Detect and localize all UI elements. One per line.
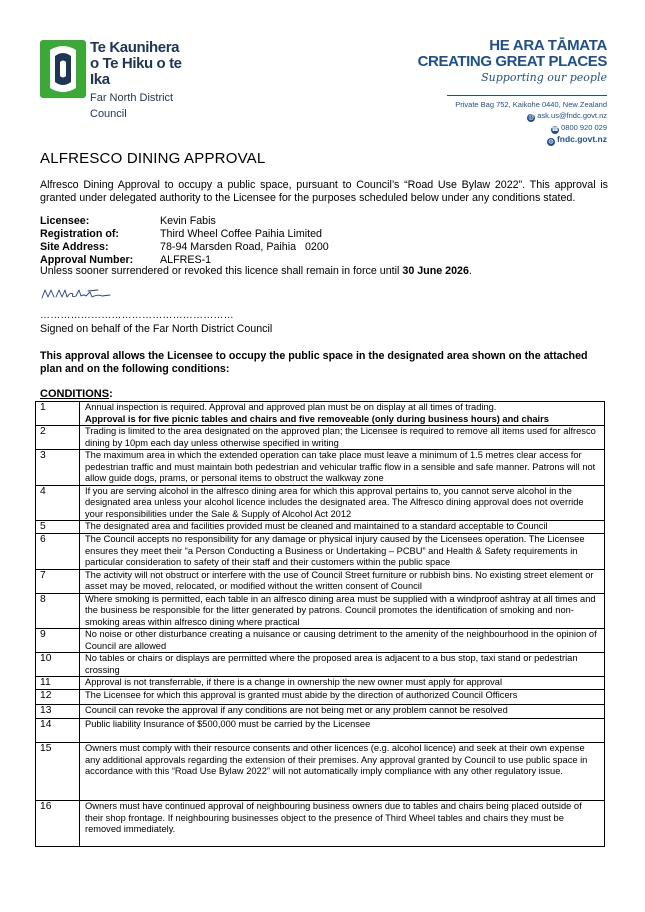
condition-text: Annual inspection is required. Approval and approved plan must be on display at all times of trading. — [85, 402, 497, 412]
condition-number: 11 — [36, 677, 80, 690]
condition-text-cell — [80, 653, 605, 677]
page-title: ALFRESCO DINING APPROVAL — [40, 150, 266, 167]
conditions-heading-text: CONDITIONS — [40, 388, 110, 400]
validity-end: . — [468, 265, 472, 277]
validity-statement — [40, 265, 472, 278]
email-row[interactable] — [455, 110, 607, 122]
condition-text: The Council accepts no responsibility for any damage or physical injury caused by the Licensees operation. The Licensee ensures they meet their “a Person Conducting a Business or Undertaking – PCBU” and Health & Safety requirements in particular consideration to safety of their staff and their customers within the public space — [85, 534, 585, 567]
council-logo-mark-icon — [40, 40, 86, 98]
condition-text-cell — [80, 801, 605, 847]
globe-icon: ◍ — [548, 139, 554, 145]
signed-behalf-text: Signed on behalf of the Far North District Council — [40, 323, 273, 335]
registration-row — [40, 228, 329, 241]
condition-text: If you are serving alcohol in the alfresco dining area for which this approval pertains to, you cannot serve alcohol in the designated area unless your alcohol licence includes the designated area. The Alfresco dining approval does not override your responsibilities under the Sale & Supply of Alcohol Act 2012 — [85, 485, 584, 519]
condition-text: Trading is limited to the area designated on the approved plan; the Licensee is required to remove all items used for alfresco dining by 10pm each day unless otherwise specified in writing — [85, 426, 596, 448]
condition-row — [36, 534, 605, 570]
condition-text-cell — [80, 521, 605, 534]
condition-text-cell — [80, 534, 605, 570]
condition-text-cell — [80, 690, 605, 705]
condition-text: The designated area and facilities provided must be cleaned and maintained to a standard acceptable to Council — [85, 521, 548, 531]
email-icon: @ — [528, 115, 535, 121]
condition-bold-text: Approval is for five picnic tables and chairs and five removeable (only during business hours) and chairs — [85, 413, 549, 424]
condition-text-cell — [80, 402, 605, 426]
condition-number: 3 — [36, 450, 80, 486]
condition-number: 2 — [36, 426, 80, 450]
email-text[interactable]: ask.us@fndc.govt.nz — [537, 111, 607, 120]
address-text: Private Bag 752, Kaikohe 0440, New Zealand — [455, 100, 607, 109]
phone-row[interactable] — [455, 122, 607, 134]
condition-number: 7 — [36, 569, 80, 593]
condition-row — [36, 521, 605, 534]
letterhead — [0, 0, 645, 150]
condition-row — [36, 402, 605, 426]
condition-number: 10 — [36, 653, 80, 677]
site-address-value: 78-94 Marsden Road, Paihia 0200 — [160, 241, 329, 253]
org-name-line1: Te Kaunihera — [90, 39, 180, 56]
tagline — [407, 38, 607, 84]
registration-label: Registration of: — [40, 228, 119, 240]
condition-row — [36, 801, 605, 847]
condition-number: 5 — [36, 521, 80, 534]
condition-text-cell — [80, 629, 605, 653]
condition-number: 12 — [36, 690, 80, 705]
conditions-heading — [40, 388, 113, 400]
condition-text-cell — [80, 426, 605, 450]
condition-text-cell — [80, 743, 605, 801]
condition-text-cell — [80, 677, 605, 690]
condition-number: 4 — [36, 485, 80, 521]
approval-scope-statement: This approval allows the Licensee to occupy the public space in the designated area shown on the attached plan and on the following conditions: — [40, 350, 588, 375]
condition-row — [36, 450, 605, 486]
condition-text: No tables or chairs or displays are permitted where the proposed area is adjacent to a bus stop, taxi stand or pedestrian crossing — [85, 653, 578, 675]
condition-number: 9 — [36, 629, 80, 653]
condition-row — [36, 719, 605, 743]
site-address-row — [40, 241, 329, 254]
tagline-maori: HE ARA TĀMATA — [489, 37, 607, 54]
condition-text: Owners must comply with their resource consents and other licences (e.g. alcohol licence) and seek at their own expense any additional approvals regarding the extension of their premises. Any approval granted by Council to use public space in accordance with this “Road Use Bylaw 2022” will not automatically imply compliance with any other regulatory issue. — [85, 743, 588, 776]
website-text[interactable]: fndc.govt.nz — [556, 134, 607, 144]
condition-row — [36, 653, 605, 677]
condition-text: Where smoking is permitted, each table in an alfresco dining area must be supplied with a windproof ashtray at all times and the business be responsible for the litter generated by patrons. Council promotes the identification of smoking and non-smoking areas within alfresco dining where practical — [85, 593, 596, 627]
licence-details — [40, 215, 329, 267]
condition-text-cell — [80, 705, 605, 719]
site-address-label: Site Address: — [40, 241, 109, 253]
condition-row — [36, 743, 605, 801]
intro-paragraph: Alfresco Dining Approval to occupy a public space, pursuant to Council’s “Road Use Bylaw 2022”. This approval is granted under delegated authority to the Licensee for the purposes scheduled below under any conditions stated. — [40, 179, 608, 204]
condition-text: The Licensee for which this approval is granted must abide by the direction of authorized Council Officers — [85, 690, 518, 700]
website-row[interactable] — [455, 134, 607, 146]
org-name-line3: Far North District Council — [90, 92, 174, 120]
licensee-label: Licensee: — [40, 215, 90, 227]
signature-image — [40, 282, 120, 302]
condition-text-cell — [80, 569, 605, 593]
validity-date: 30 June 2026 — [402, 265, 469, 277]
condition-number: 8 — [36, 593, 80, 629]
phone-text[interactable]: 0800 920 029 — [561, 123, 607, 132]
phone-icon: ☎ — [551, 127, 559, 133]
condition-number: 14 — [36, 719, 80, 743]
condition-text: No noise or other disturbance creating a nuisance or causing detriment to the amenity of the neighbourhood in the opinion of Council are allowed — [85, 629, 597, 651]
condition-row — [36, 569, 605, 593]
condition-number: 13 — [36, 705, 80, 719]
condition-text-cell — [80, 593, 605, 629]
condition-text-cell — [80, 719, 605, 743]
condition-row — [36, 485, 605, 521]
approval-number-label: Approval Number: — [40, 254, 134, 266]
condition-text: The activity will not obstruct or interfere with the use of Council Street furniture or rubbish bins. No existing street element or asset may be moved, relocated, or modified without the written consent of Council — [85, 569, 594, 591]
condition-row — [36, 629, 605, 653]
licensee-value: Kevin Fabis — [160, 215, 216, 227]
contact-block — [455, 99, 607, 146]
condition-text: Council can revoke the approval if any conditions are not being met or any problem cannot be resolved — [85, 705, 508, 715]
condition-text-cell — [80, 485, 605, 521]
condition-number: 6 — [36, 534, 80, 570]
org-name-line2: o Te Hiku o te Ika — [90, 55, 182, 88]
condition-row — [36, 677, 605, 690]
approval-number-value: ALFRES-1 — [160, 254, 212, 266]
tagline-sub: Supporting our people — [481, 71, 607, 84]
council-name — [90, 40, 205, 122]
condition-row — [36, 705, 605, 719]
licensee-row — [40, 215, 329, 228]
registration-value: Third Wheel Coffee Paihia Limited — [160, 228, 322, 240]
condition-number: 1 — [36, 402, 80, 426]
condition-text: Public liability Insurance of $500,000 must be carried by the Licensee — [85, 719, 371, 729]
validity-text: Unless sooner surrendered or revoked this licence shall remain in force until — [40, 265, 403, 277]
condition-number: 16 — [36, 801, 80, 847]
council-logo — [40, 38, 205, 120]
condition-row — [36, 690, 605, 705]
signature-line: ………………………………………………… — [40, 310, 234, 321]
condition-text: Owners must have continued approval of neighbouring business owners due to tables and chairs being placed outside of their shop frontage. If neighbouring businesses object to the presence of Third Wheel tables and chairs they must be removed immediately. — [85, 801, 582, 834]
header-divider — [447, 95, 607, 96]
condition-text-cell — [80, 450, 605, 486]
condition-row — [36, 593, 605, 629]
conditions-heading-colon: : — [109, 388, 113, 400]
condition-row — [36, 426, 605, 450]
conditions-table — [35, 401, 605, 847]
condition-text: Approval is not transferrable, if there is a change in ownership the new owner must apply for approval — [85, 677, 503, 687]
condition-text: The maximum area in which the extended operation can take place must leave a minimum of 1.5 metres clear access for pedestrian traffic and must maintain both pedestrian and vehicular traffic flow in a sensible and safe manner. Patrons will not allow guide dogs, prams, or personal items to obstruct the walkway zone — [85, 450, 596, 483]
condition-number: 15 — [36, 743, 80, 801]
tagline-english: CREATING GREAT PLACES — [417, 53, 607, 70]
